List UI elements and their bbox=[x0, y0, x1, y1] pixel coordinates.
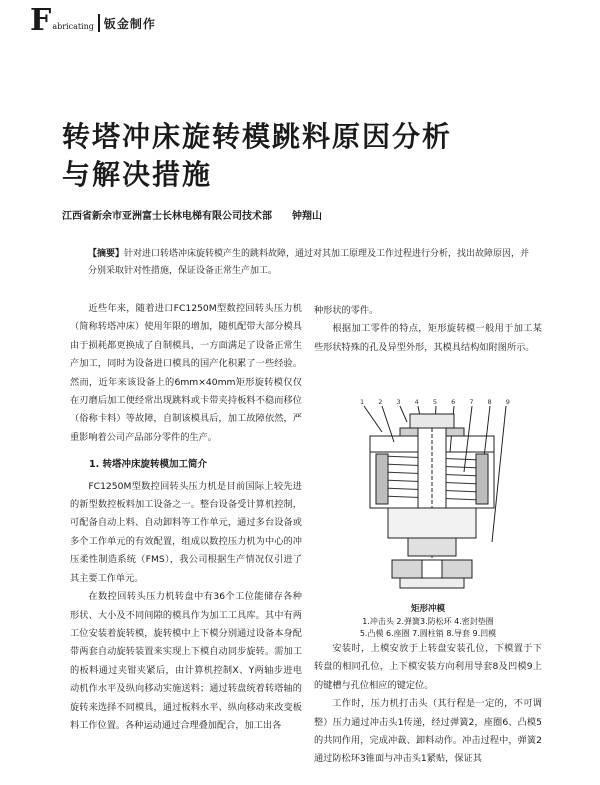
figure-legend-line-1: 1.冲击头 2.弹簧3.防松环 4.密封垫圈 bbox=[362, 617, 494, 626]
running-header bbox=[30, 3, 156, 38]
right-column-lower bbox=[314, 640, 542, 769]
die-base bbox=[400, 578, 464, 588]
paragraph: 工作时，压力机打击头（其行程是一定的，不可调整）压力通过冲击头1传递，经过弹簧2，座圈6、凸模5的共同作用，完成冲裁、卸料动作。冲击过程中，弹簧2通过防松环3锥面与冲击头1紧贴，保证其 bbox=[314, 698, 542, 765]
title-line-1: 转塔冲床旋转模跳料原因分析 bbox=[62, 120, 453, 153]
leader-line bbox=[464, 406, 472, 472]
left-column bbox=[70, 300, 302, 735]
die-drawing-svg bbox=[352, 392, 512, 592]
figure-caption bbox=[314, 603, 542, 640]
abstract-label: 【摘要】 bbox=[88, 249, 125, 259]
leader-line bbox=[400, 406, 407, 422]
part-number: 2 bbox=[378, 398, 383, 406]
right-column bbox=[314, 302, 542, 357]
spring-coil-right bbox=[476, 454, 488, 504]
paragraph: 种形状的零件。 bbox=[314, 305, 379, 316]
paragraph: 根据加工零件的特点，矩形旋转模一般用于加工某些形状特殊的孔及异型外形，其模具结构如附图所示。 bbox=[314, 323, 542, 353]
logo-rest: abricating bbox=[52, 22, 94, 31]
leader-line bbox=[382, 406, 394, 442]
part-number: 7 bbox=[469, 398, 474, 406]
logo-initial: F bbox=[30, 3, 52, 38]
affiliation: 江西省新余市亚洲富士长林电梯有限公司技术部 bbox=[62, 211, 272, 222]
part-number: 4 bbox=[414, 398, 419, 406]
title-line-2: 与解决措施 bbox=[62, 158, 213, 191]
header-divider bbox=[98, 14, 100, 32]
paragraph: 近些年来，随着进口FC1250M型数控回转头压力机（简称转塔冲床）使用年限的增加，随机配带大部分模具由于损耗都更换成了自制模具，一方面满足了设备正常生产加工，同时为设备进口模具的国产化积累了一些经验。然而，近年来该设备上的6mm×40mm矩形旋转模仅仅在刃磨后加工便经常出现跳料或卡带夹持板料不稳而移位（俗称卡料）等故障，自制该模具后，加工故障依然，严重影响着公司产品部分零件的生产。 bbox=[70, 303, 302, 443]
section-name: 钣金制作 bbox=[103, 17, 156, 31]
part-number: 3 bbox=[396, 398, 401, 406]
paragraph: 在数控回转头压力机转盘中有36个工位能储存各种形状、大小及不同间隙的模具作为加工工具库。其中有两工位安装着旋转模，旋转模中上下模分别通过设备本身配带两套自动旋转装置来实现上下模自动同步旋转。需加工的板料通过夹钳夹紧后，由计算机控制X、Y两轴步进电动机作水平及纵向移动实施送料；通过转盘统着转塔轴的旋转来选择不同模具，通过板料水平、纵向移动来改变板料工作位置。各种运动通过合理叠加配合，加工出各 bbox=[70, 591, 302, 731]
part-number: 1 bbox=[360, 398, 365, 406]
author-name: 钟翔山 bbox=[292, 211, 322, 222]
abstract bbox=[88, 246, 534, 280]
seat-ring bbox=[388, 508, 476, 538]
part-number: 5 bbox=[432, 398, 438, 406]
abstract-text: 针对进口转塔冲床旋转模产生的跳料故障，通过对其加工原理及工作过程进行分析，找出故障原因，并分别采取针对性措施，保证设备正常生产加工。 bbox=[88, 249, 530, 276]
leader-line bbox=[364, 406, 382, 432]
die-drawing bbox=[352, 392, 512, 592]
figure-title: 矩形冲模 bbox=[410, 604, 445, 614]
figure-legend-line-2: 5.凸模 6.座圈 7.圆柱销 8.导套 9.凹模 bbox=[359, 629, 497, 638]
paragraph: FC1250M型数控回转头压力机是目前国际上较先进的新型数控板料加工设备之一。整台设备受计算机控制，可配备自动上料、自动卸料等工作单元，通过多台设备或多个工作单元的有效配置，组成以数控压力机为中心的冲压柔性制造系统（FMS），我公司根据生产情况仅引进了其主要工作单元。 bbox=[70, 480, 302, 584]
section-heading: 1. 转塔冲床旋转模加工简介 bbox=[89, 459, 208, 471]
die-opening bbox=[422, 560, 442, 578]
part-number: 8 bbox=[487, 398, 492, 406]
part-number: 6 bbox=[451, 398, 456, 406]
author-line bbox=[62, 207, 322, 222]
punch-head bbox=[410, 414, 454, 428]
spring-coil-left bbox=[376, 454, 388, 504]
part-number: 9 bbox=[505, 398, 510, 406]
article-title bbox=[62, 118, 452, 194]
paragraph: 安装时，上模安放于上转盘安装孔位，下模置于下转盘的相同孔位，上下模安装方向利用导套8及凹模9上的键槽与孔位相应的键定位。 bbox=[314, 643, 542, 691]
punch-tip bbox=[408, 538, 456, 556]
